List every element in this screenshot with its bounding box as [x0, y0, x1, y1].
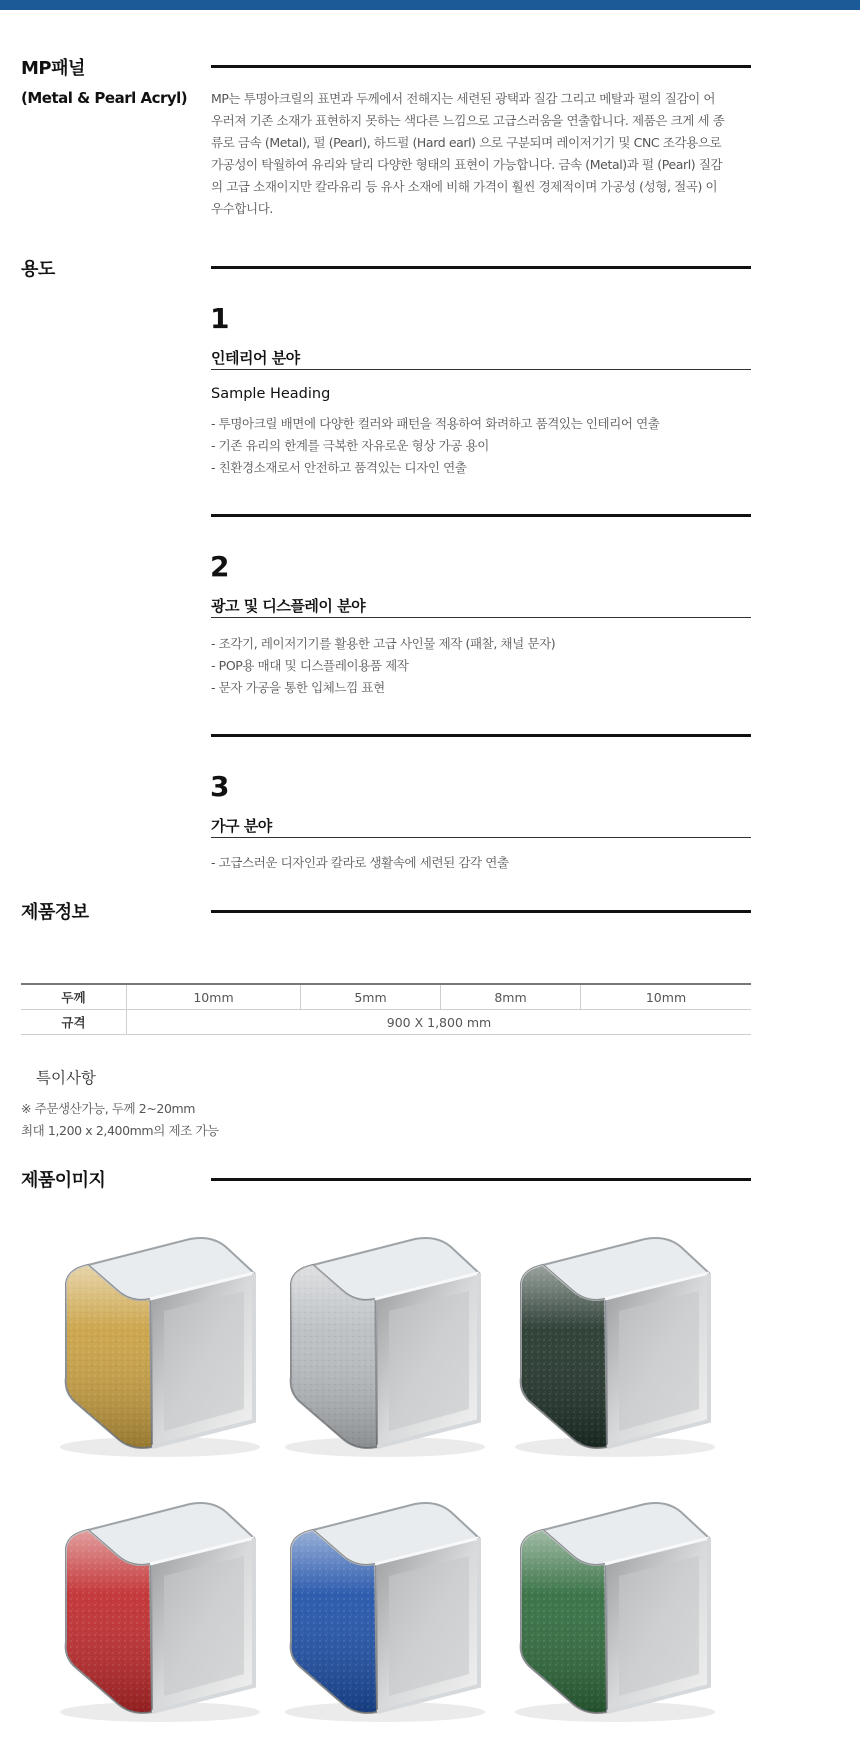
thickness-label: 두께: [21, 984, 127, 1010]
usage-list-furniture: [211, 852, 751, 874]
thickness-value: 8mm: [441, 984, 581, 1010]
section-divider: [211, 65, 751, 68]
list-item: - 친환경소재로서 안전하고 품격있는 디자인 연출: [211, 460, 467, 475]
gold-cube-icon: [40, 1225, 280, 1465]
silver-cube-icon: [265, 1225, 505, 1465]
list-item: - 투명아크릴 배면에 다양한 컬러와 패턴을 적용하여 화려하고 품격있는 인테리어 연출: [211, 416, 660, 431]
thickness-value: 10mm: [581, 984, 752, 1010]
blue-cube-icon: [265, 1490, 505, 1730]
page-subtitle: (Metal & Pearl Acryl): [21, 89, 188, 107]
dark-green-cube-icon: [495, 1225, 735, 1465]
usage-heading-furniture: 가구 분야: [211, 815, 751, 838]
top-accent-bar: [0, 0, 860, 10]
intro-line: 우수합니다.: [211, 201, 273, 216]
usage-list-advertising: [211, 633, 751, 699]
size-label: 규격: [21, 1010, 127, 1035]
list-item: - POP용 매대 및 디스플레이용품 제작: [211, 658, 409, 673]
thickness-value: 10mm: [127, 984, 301, 1010]
note-item: ※ 주문생산가능, 두께 2~20mm: [21, 1101, 196, 1116]
product-images-title: 제품이미지: [21, 1170, 106, 1191]
section-divider: [211, 734, 751, 737]
list-item: - 기존 유리의 한계를 극복한 자유로운 형상 가공 용이: [211, 438, 489, 453]
usage-number-3: 3: [210, 770, 230, 803]
sample-heading: Sample Heading: [211, 386, 331, 402]
list-item: - 조각기, 레이저기기를 활용한 고급 사인물 제작 (패찰, 채널 문자): [211, 636, 556, 651]
usage-number-1: 1: [210, 302, 230, 335]
table-row: [21, 1010, 751, 1035]
usage-number-2: 2: [210, 550, 230, 583]
usage-section-title: 용도: [21, 259, 55, 280]
intro-line: 의 고급 소재이지만 칼라유리 등 유사 소재에 비해 가격이 훨씬 경제적이며 가공성 (성형, 절곡) 이: [211, 179, 718, 194]
page-title: MP패널: [21, 58, 85, 79]
intro-description: [211, 88, 756, 220]
intro-line: 가공성이 탁월하여 유리와 달리 다양한 형태의 표현이 가능합니다. 금속 (Metal)과 펄 (Pearl) 질감: [211, 157, 723, 172]
intro-line: 우러져 기존 소재가 표현하지 못하는 색다른 느낌으로 고급스러움을 연출합니다. 제품은 크게 세 종: [211, 113, 725, 128]
usage-heading-advertising: 광고 및 디스플레이 분야: [211, 595, 751, 618]
green-cube-icon: [495, 1490, 735, 1730]
usage-heading-interior: 인테리어 분야: [211, 347, 751, 370]
product-info-title: 제품정보: [21, 902, 89, 923]
thickness-value: 5mm: [301, 984, 441, 1010]
note-item: 최대 1,200 x 2,400mm의 제조 가능: [21, 1123, 219, 1138]
red-cube-icon: [40, 1490, 280, 1730]
table-row: [21, 984, 751, 1010]
section-divider: [211, 514, 751, 517]
usage-list-interior: [211, 413, 751, 479]
size-value: 900 X 1,800 mm: [127, 1010, 752, 1035]
section-divider: [211, 910, 751, 913]
list-item: - 고급스러운 디자인과 칼라로 생활속에 세련된 감각 연출: [211, 855, 509, 870]
notes-title: 특이사항: [36, 1069, 96, 1087]
section-divider: [211, 1178, 751, 1181]
list-item: - 문자 가공을 통한 입체느낌 표현: [211, 680, 385, 695]
intro-line: 류로 금속 (Metal), 펄 (Pearl), 하드펄 (Hard earl) 으로 구분되며 레이저기기 및 CNC 조각용으로: [211, 135, 722, 150]
spec-table: [21, 983, 751, 1035]
notes-list: [21, 1098, 219, 1142]
section-divider: [211, 266, 751, 269]
intro-line: MP는 투명아크릴의 표면과 두께에서 전해지는 세련된 광택과 질감 그리고 메탈과 펄의 질감이 어: [211, 91, 716, 106]
